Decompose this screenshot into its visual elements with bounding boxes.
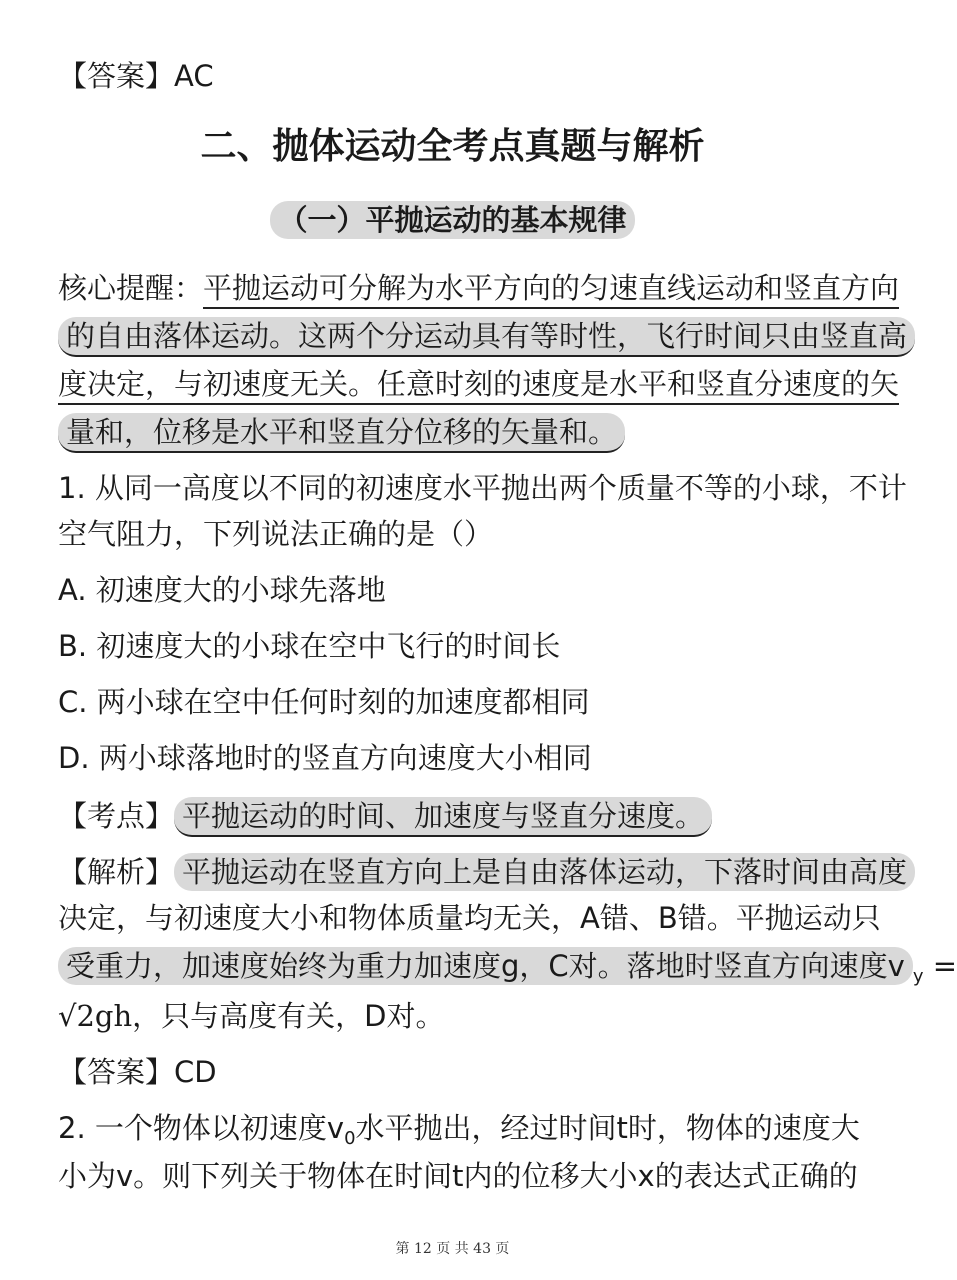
q1-stem-line-2: 空气阻力，下列说法正确的是（） [58,517,494,551]
q1-option-b: B. 初速度大的小球在空中飞行的时间长 [58,629,561,663]
core-tip-line-1 [58,268,899,308]
q1-option-a: A. 初速度大的小球先落地 [58,573,386,607]
core-tip-line-3 [58,364,899,404]
page-footer: 第 12 页 共 43 页 [395,1241,510,1257]
q2-line-1 [58,1108,860,1159]
q1-jiexi-line-3 [58,946,957,997]
jiexi-text: 受重力，加速度始终为重力加速度g，C对。落地时竖直方向速度v [58,947,913,985]
q1-option-c: C. 两小球在空中任何时刻的加速度都相同 [58,685,590,719]
core-tip-line-4 [58,412,625,452]
section-title: 二、抛体运动全考点真题与解析 [200,126,705,167]
q2-text: 2. 一个物体以初速度v [58,1111,345,1145]
core-tip-text: 量和，位移是水平和竖直分位移的矢量和。 [58,413,625,453]
core-tip-text: 平抛运动可分解为水平方向的匀速直线运动和竖直方向 [203,271,899,309]
q1-kaodian [58,796,712,836]
q1-jiexi-line-1 [58,852,915,892]
core-tip-text: 度决定，与初速度无关。任意时刻的速度是水平和竖直分速度的矢 [58,367,899,405]
equals-sign: = [923,949,957,983]
jiexi-text: 平抛运动在竖直方向上是自由落体运动，下落时间由高度 [174,853,915,891]
subscript-y: y [912,966,924,987]
q1-stem-line-1: 1. 从同一高度以不同的初速度水平抛出两个质量不等的小球，不计 [58,471,907,505]
jiexi-label: 【解析】 [58,855,175,889]
q1-jiexi-line-2: 决定，与初速度大小和物体质量均无关，A错、B错。平抛运动只 [58,901,881,935]
q2-line-2: 小为v。则下列关于物体在时间t内的位移大小x的表达式正确的 [58,1159,858,1193]
sqrt-2gh: √2gh [58,999,133,1033]
jiexi-text: ，只与高度有关，D对。 [132,999,445,1033]
q1-jiexi-line-4 [58,996,445,1036]
kaodian-text: 平抛运动的时间、加速度与竖直分速度。 [174,797,712,837]
q2-text: 水平抛出，经过时间t时，物体的速度大 [355,1111,860,1145]
subsection-title [0,200,905,240]
top-answer: 【答案】AC [58,59,214,93]
kaodian-label: 【考点】 [58,799,175,833]
q1-answer: 【答案】CD [58,1055,217,1089]
core-tip-label: 核心提醒： [58,271,204,305]
core-tip-text: 的自由落体运动。这两个分运动具有等时性，飞行时间只由竖直高 [58,317,915,357]
subscript-0: 0 [344,1128,356,1149]
q1-option-d: D. 两小球落地时的竖直方向速度大小相同 [58,741,592,775]
core-tip-line-2 [58,316,915,356]
subsection-title-text: （一）平抛运动的基本规律 [270,201,634,239]
